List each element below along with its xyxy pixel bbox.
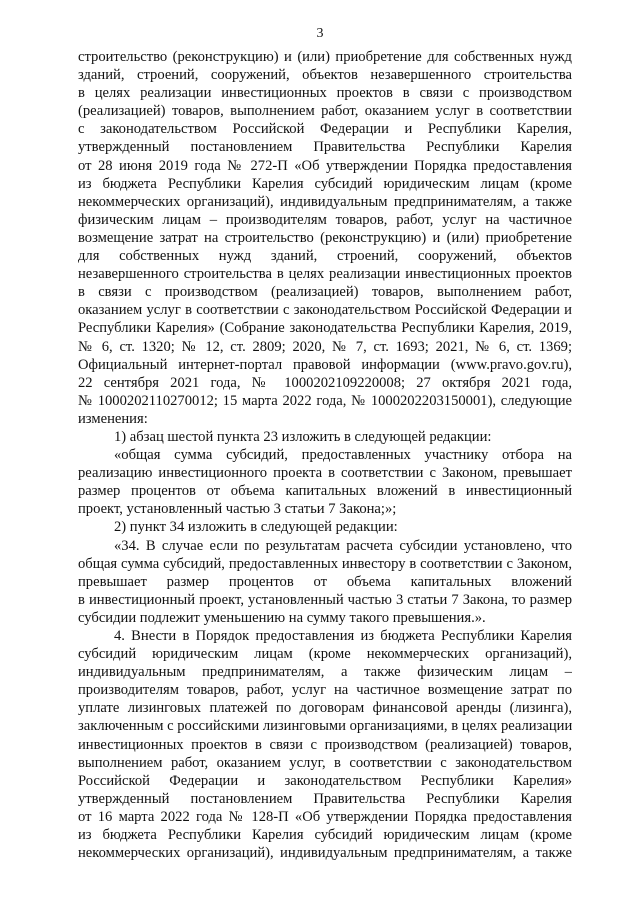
text-line: физическим лицам – производителям товаров, работ, услуг на частичное xyxy=(78,211,572,228)
text-line: № 1000202110270012; 15 марта 2022 года, № 1000202203150001), следующие xyxy=(78,392,572,409)
text-line: Республики Карелия» (Собрание законодательства Республики Карелия, 2019, xyxy=(78,320,572,337)
page-number: 3 xyxy=(316,26,324,41)
text-line: заключенным с российскими лизинговыми организациями, в целях реализации xyxy=(78,718,572,735)
text-line: «34. В случае если по результатам расчета субсидии установлено, что xyxy=(114,537,572,554)
text-line: некоммерческих организаций), индивидуальным предпринимателям, а также xyxy=(78,845,572,862)
text-line: от 28 июня 2019 года № 272-П «Об утверждении Порядка предоставления xyxy=(78,157,572,174)
text-line: Официальный интернет-портал правовой информации (www.pravo.gov.ru), xyxy=(78,356,572,373)
text-line: превышает размер процентов от объема капитальных вложений xyxy=(78,573,572,590)
text-line: общая сумма субсидий, предоставленных инвестору в соответствии с Законом, xyxy=(78,555,572,572)
text-line: субсидии подлежит уменьшению на сумму такого превышения.». xyxy=(78,609,486,626)
text-line: из бюджета Республики Карелия субсидий юридическим лицам (кроме xyxy=(78,175,572,192)
text-line: № 6, ст. 1320; № 12, ст. 2809; 2020, № 7, ст. 1693; 2021, № 6, ст. 1369; xyxy=(78,338,572,355)
text-line: 2) пункт 34 изложить в следующей редакции: xyxy=(114,519,398,536)
text-line: Российской Федерации и законодательством Республики Карелия» xyxy=(78,772,572,789)
text-line: в связи с производством (реализацией) товаров, выполнением работ, xyxy=(78,284,572,301)
text-line: незавершенного строительства в целях реализации инвестиционных проектов xyxy=(78,266,572,283)
text-line: изменения: xyxy=(78,410,148,427)
text-line: «общая сумма субсидий, предоставленных участнику отбора на xyxy=(114,447,572,464)
text-line: утвержденный постановлением Правительства Республики Карелия xyxy=(78,139,572,156)
text-line: (реализацией) товаров, выполнением работ, оказанием услуг в соответствии xyxy=(78,103,572,120)
text-line: некоммерческих организаций), индивидуальным предпринимателям, а также xyxy=(78,193,572,210)
text-line: из бюджета Республики Карелия субсидий юридическим лицам (кроме xyxy=(78,827,572,844)
text-line: 1) абзац шестой пункта 23 изложить в следующей редакции: xyxy=(114,428,492,445)
text-line: оказанием услуг в соответствии с законодательством Российской Федерации и xyxy=(78,302,572,319)
text-line: инвестиционных проектов в связи с производством (реализацией) товаров, xyxy=(78,736,572,753)
text-line: в инвестиционный проект, установленный частью 3 статьи 7 Закона, то размер xyxy=(78,591,572,608)
text-line: проект, установленный частью 3 статьи 7 Закона;»; xyxy=(78,501,397,518)
text-line: выполнением работ, оказанием услуг, в соответствии с законодательством xyxy=(78,754,572,771)
text-line: с законодательством Российской Федерации и Республики Карелия, xyxy=(78,121,572,138)
text-line: субсидий юридическим лицам (кроме некоммерческих организаций), xyxy=(78,646,572,663)
text-line: утвержденный постановлением Правительства Республики Карелия xyxy=(78,790,572,807)
text-line: в целях реализации инвестиционных проектов в связи с производством xyxy=(78,85,572,102)
text-line: реализацию инвестиционного проекта в соответствии с Законом, превышает xyxy=(78,465,572,482)
text-line: строительство (реконструкцию) и (или) приобретение для собственных нужд xyxy=(78,49,572,65)
document-body xyxy=(78,48,572,862)
text-line: для собственных нужд зданий, строений, сооружений, объектов xyxy=(78,248,572,265)
text-line: 22 сентября 2021 года, № 1000202109220008; 27 октября 2021 года, xyxy=(78,374,572,391)
text-line: зданий, строений, сооружений, объектов незавершенного строительства xyxy=(78,67,572,84)
text-line: уплате лизинговых платежей по договорам финансовой аренды (лизинга), xyxy=(78,700,572,717)
text-line: от 16 марта 2022 года № 128-П «Об утверждении Порядка предоставления xyxy=(78,808,572,825)
text-line: 4. Внести в Порядок предоставления из бюджета Республики Карелия xyxy=(114,628,572,644)
text-line: размер процентов от объема капитальных вложений в инвестиционный xyxy=(78,483,572,500)
text-line: возмещение затрат на строительство (реконструкцию) и (или) приобретение xyxy=(78,229,572,246)
text-line: индивидуальным предпринимателям, а также физическим лицам – xyxy=(78,664,572,681)
text-line: производителям товаров, работ, услуг на частичное возмещение затрат по xyxy=(78,682,572,699)
